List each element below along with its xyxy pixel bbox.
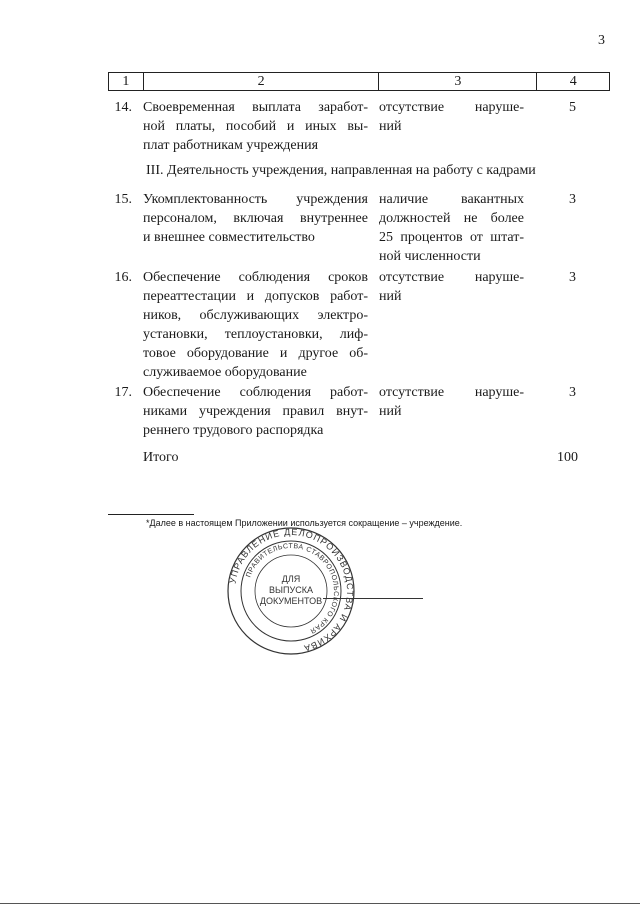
criterion-line: Обеспечение соблюдения работ-: [143, 385, 368, 400]
criterion-line: товое оборудование и другое об-: [143, 346, 368, 361]
row-number: 17.: [114, 385, 132, 400]
header-col-2: 2: [144, 73, 380, 90]
row-criterion: [143, 98, 368, 155]
page-bottom-edge: [0, 903, 640, 904]
table-header: [108, 72, 610, 91]
row-points: 3: [569, 270, 576, 285]
official-stamp: [226, 526, 356, 656]
header-col-4: 4: [569, 74, 577, 89]
row-criterion: [143, 268, 368, 382]
condition-line: отсутствие наруше-: [379, 385, 524, 400]
row-points: 5: [569, 100, 576, 115]
criterion-line: реннего трудового распорядка: [143, 423, 324, 438]
row-points: 3: [569, 385, 576, 400]
criterion-line: Укомплектованность учреждения: [143, 192, 368, 207]
condition-line: отсутствие наруше-: [379, 270, 524, 285]
criterion-line: Своевременная выплата заработ-: [143, 100, 368, 115]
stamp-inner-text: ПРАВИТЕЛЬСТВА СТАВРОПОЛЬСКОГО КРАЯ: [245, 542, 340, 635]
criterion-line: Обеспечение соблюдения сроков: [143, 270, 368, 285]
condition-line: ний: [379, 289, 402, 304]
condition-line: ний: [379, 404, 402, 419]
condition-line: 25 процентов от штат-: [379, 230, 524, 245]
footnote: *Далее в настоящем Приложении используется сокращение – учреждение.: [146, 518, 463, 528]
row-points: 3: [569, 192, 576, 207]
condition-line: отсутствие наруше-: [379, 100, 524, 115]
header-col-3: 3: [379, 73, 537, 90]
footnote-rule: [108, 514, 194, 515]
row-condition: [379, 98, 524, 136]
criterion-line: установки, теплоустановки, лиф-: [143, 327, 368, 342]
row-criterion: [143, 190, 368, 247]
header-col-1: 1: [109, 73, 144, 90]
row-condition: [379, 268, 524, 306]
criterion-line: персоналом, включая внутреннее: [143, 211, 368, 226]
stamp-center-line: ВЫПУСКА: [269, 585, 313, 595]
row-criterion: [143, 383, 368, 440]
criterion-line: ников, обслуживающих электро-: [143, 308, 368, 323]
criterion-line: никами учреждения правил внут-: [143, 404, 368, 419]
total-label: Итого: [143, 450, 179, 465]
signature-line: [323, 598, 423, 599]
condition-line: ний: [379, 119, 402, 134]
condition-line: должностей не более: [379, 211, 524, 226]
criterion-line: ной платы, пособий и иных вы-: [143, 119, 368, 134]
criterion-line: и внешнее совместительство: [143, 230, 315, 245]
row-number: 16.: [114, 270, 132, 285]
criterion-line: переаттестации и допусков работ-: [143, 289, 368, 304]
stamp-center-line: ДОКУМЕНТОВ: [259, 596, 323, 606]
stamp-center-line: ДЛЯ: [281, 574, 301, 584]
condition-line: наличие вакантных: [379, 192, 524, 207]
total-value: 100: [557, 450, 578, 465]
stamp-outer-text: УПРАВЛЕНИЕ ДЕЛОПРОИЗВОДСТВА И АРХИВА: [227, 526, 356, 654]
row-number: 14.: [114, 100, 132, 115]
criterion-line: плат работникам учреждения: [143, 138, 319, 153]
criterion-line: служиваемое оборудование: [143, 365, 307, 380]
stamp-seal: [226, 526, 356, 656]
row-number: 15.: [114, 192, 132, 207]
condition-line: ной численности: [379, 249, 481, 264]
row-condition: [379, 383, 524, 421]
page-number: 3: [598, 33, 605, 48]
row-condition: [379, 190, 524, 266]
section-title: III. Деятельность учреждения, направленная на работу с кадрами: [146, 163, 536, 178]
